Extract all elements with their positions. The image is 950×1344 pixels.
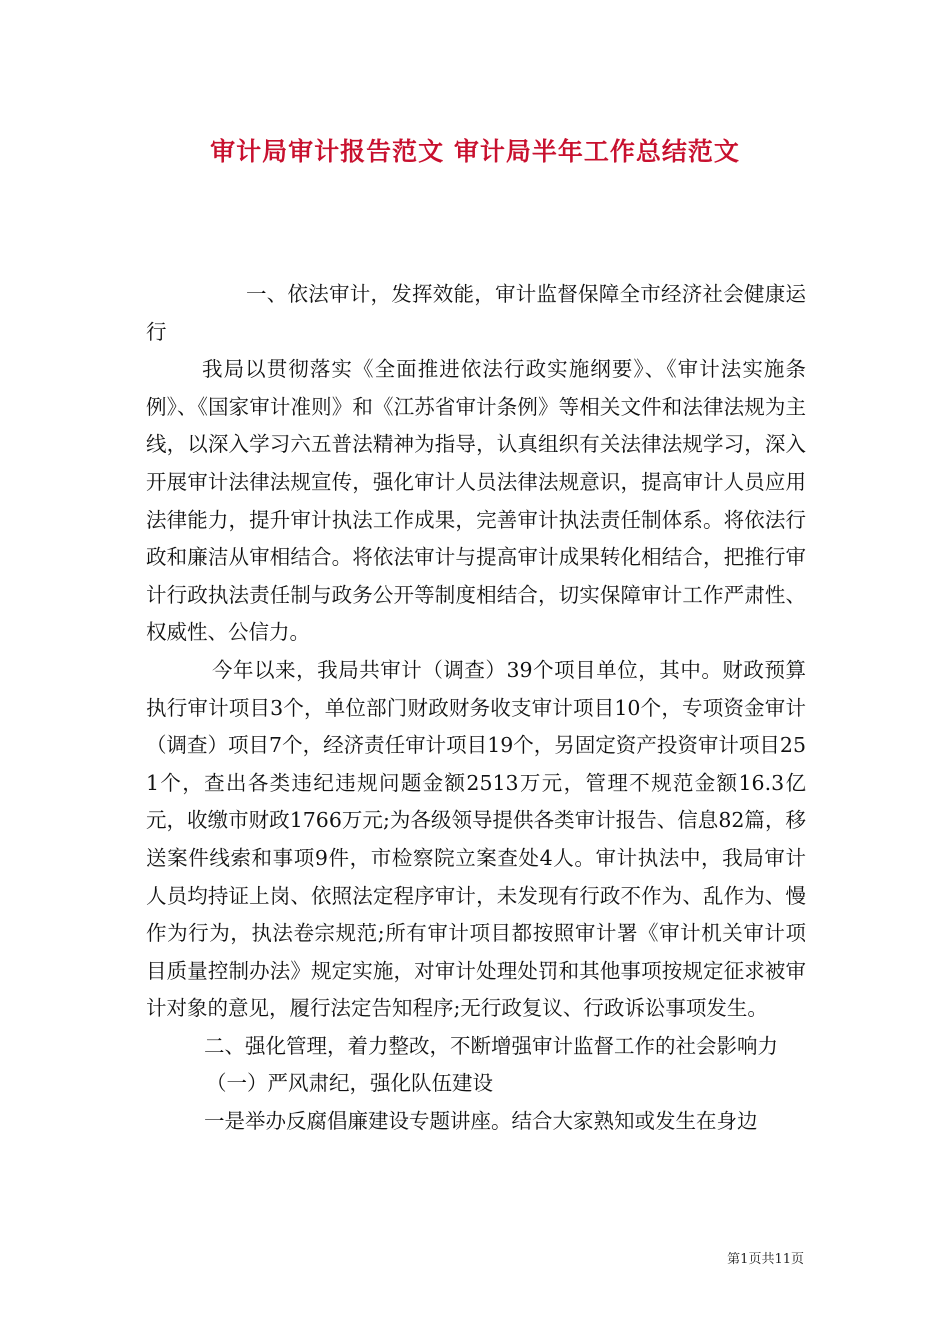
page-number: 第1页共11页 [727,1252,804,1267]
paragraph-legal-basis: 我局以贯彻落实《全面推进依法行政实施纲要》、《审计法实施条例》、《国家审计准则》和《江苏省审计条例》等相关文件和法律法规为主线，以深入学习六五普法精神为指导，认真组织有关法律法规学习，深入开展审计法律法规宣传，强化审计人员法律法规意识，提高审计人员应用法律能力，提升审计执法工作成果，完善审计执法责任制体系。将依法行政和廉洁从审相结合。将依法审计与提高审计成果转化相结合，把推行审计行政执法责任制与政务公开等制度相结合，切实保障审计工作严肃性、权威性、公信力。 [146,357,806,645]
document-title: 审计局审计报告范文 审计局半年工作总结范文 [210,137,740,166]
section-heading-1: 一、依法审计，发挥效能，审计监督保障全市经济社会健康运行 [146,282,806,344]
document-body [146,276,806,1141]
subsection-heading-1: （一）严风肃纪，强化队伍建设 [206,1071,493,1096]
section-heading-2: 二、强化管理，着力整改，不断增强审计监督工作的社会影响力 [204,1033,778,1058]
paragraph-anti-corruption: 一是举办反腐倡廉建设专题讲座。结合大家熟知或发生在身边 [204,1109,758,1134]
paragraph-audit-results: 今年以来，我局共审计（调查）39个项目单位，其中。财政预算执行审计项目3个，单位部门财政财务收支审计项目10个，专项资金审计（调查）项目7个，经济责任审计项目19个，另固定资产投资审计项目251个，查出各类违纪违规问题金额2513万元，管理不规范金额16.3亿元，收缴市财政1766万元;为各级领导提供各类审计报告、信息82篇，移送案件线索和事项9件，市检察院立案查处4人。审计执法中，我局审计人员均持证上岗、依照法定程序审计，未发现有行政不作为、乱作为、慢作为行为，执法卷宗规范;所有审计项目都按照审计署《审计机关审计项目质量控制办法》规定实施，对审计处理处罚和其他事项按规定征求被审计对象的意见，履行法定告知程序;无行政复议、行政诉讼事项发生。 [146,657,806,1021]
